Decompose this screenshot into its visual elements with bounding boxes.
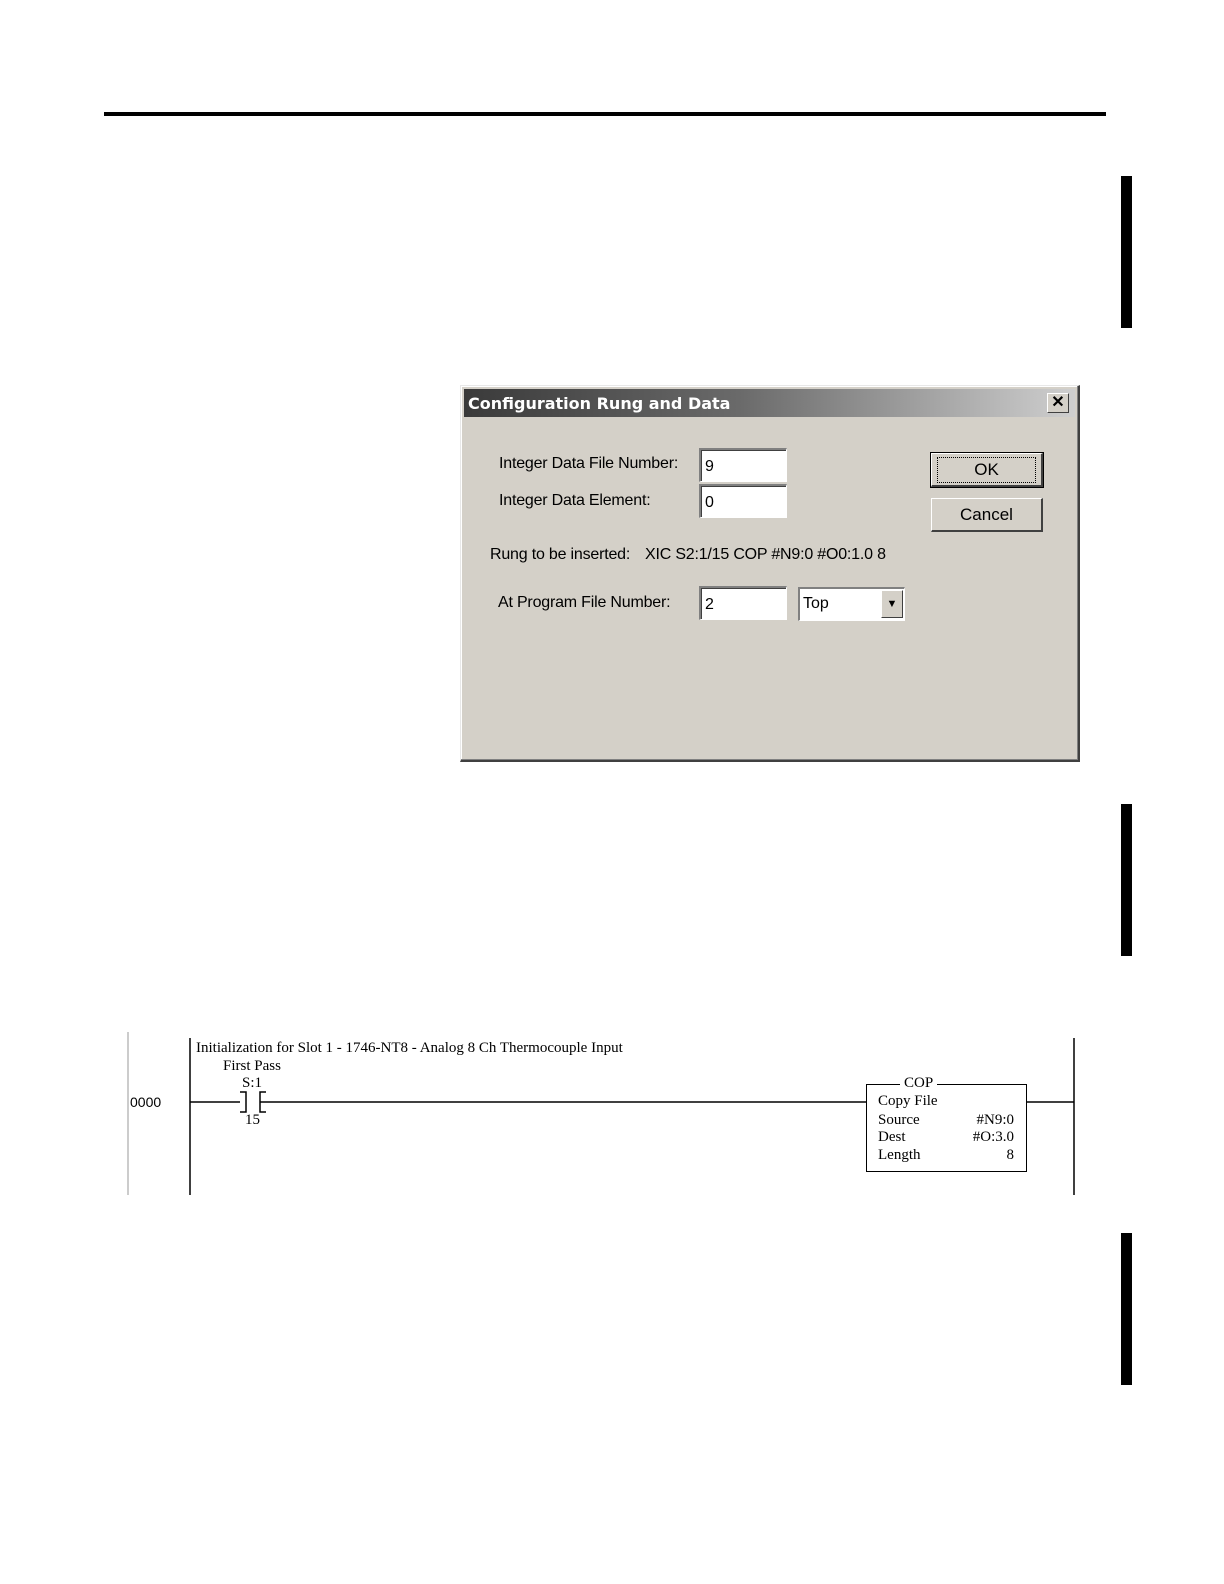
change-bar <box>1121 804 1132 956</box>
close-icon: ✕ <box>1051 394 1065 411</box>
rung-label: Rung to be inserted: <box>490 546 631 563</box>
close-button[interactable] <box>1047 393 1069 413</box>
position-select-value: Top <box>803 595 829 612</box>
cop-instruction[interactable] <box>866 1075 1027 1172</box>
rung-number: 0000 <box>130 1094 162 1110</box>
cop-row-source <box>878 1112 1014 1129</box>
cop-row-dest <box>878 1129 1014 1146</box>
program-file-label: At Program File Number: <box>498 594 671 611</box>
dialog-titlebar[interactable] <box>464 389 1075 417</box>
cop-dest-value: #O:3.0 <box>972 1129 1014 1145</box>
ladder-rung <box>126 1030 1086 1200</box>
element-input[interactable] <box>699 484 787 518</box>
contact-description: First Pass <box>223 1058 281 1074</box>
header-rule <box>104 112 1106 116</box>
cancel-button-label: Cancel <box>960 504 1013 524</box>
cop-source-value: #N9:0 <box>976 1112 1014 1128</box>
change-bar <box>1121 176 1132 328</box>
cop-dest-label: Dest <box>878 1129 906 1145</box>
position-select[interactable] <box>798 587 905 621</box>
cop-length-label: Length <box>878 1147 921 1163</box>
program-file-input[interactable] <box>699 586 787 620</box>
cop-title: COP <box>900 1075 937 1092</box>
configuration-dialog <box>460 385 1080 762</box>
cop-source-label: Source <box>878 1112 920 1128</box>
file-number-label: Integer Data File Number: <box>499 455 679 472</box>
ok-button[interactable] <box>931 453 1043 487</box>
change-bar <box>1121 1233 1132 1385</box>
chevron-down-icon[interactable]: ▼ <box>881 590 903 618</box>
cancel-button[interactable] <box>931 498 1043 532</box>
contact-address: S:1 <box>242 1075 263 1091</box>
cop-row-length <box>878 1147 1014 1164</box>
rung-comment: Initialization for Slot 1 - 1746-NT8 - Analog 8 Ch Thermocouple Input <box>196 1040 623 1056</box>
ok-button-label: OK <box>937 457 1036 483</box>
cop-length-value: 8 <box>1006 1147 1014 1163</box>
rung-value: XIC S2:1/15 COP #N9:0 #O0:1.0 8 <box>645 546 886 563</box>
dialog-title: Configuration Rung and Data <box>468 394 731 413</box>
element-label: Integer Data Element: <box>499 492 651 509</box>
file-number-input[interactable] <box>699 448 787 482</box>
contact-bit: 15 <box>245 1112 260 1128</box>
cop-name: Copy File <box>878 1093 938 1109</box>
